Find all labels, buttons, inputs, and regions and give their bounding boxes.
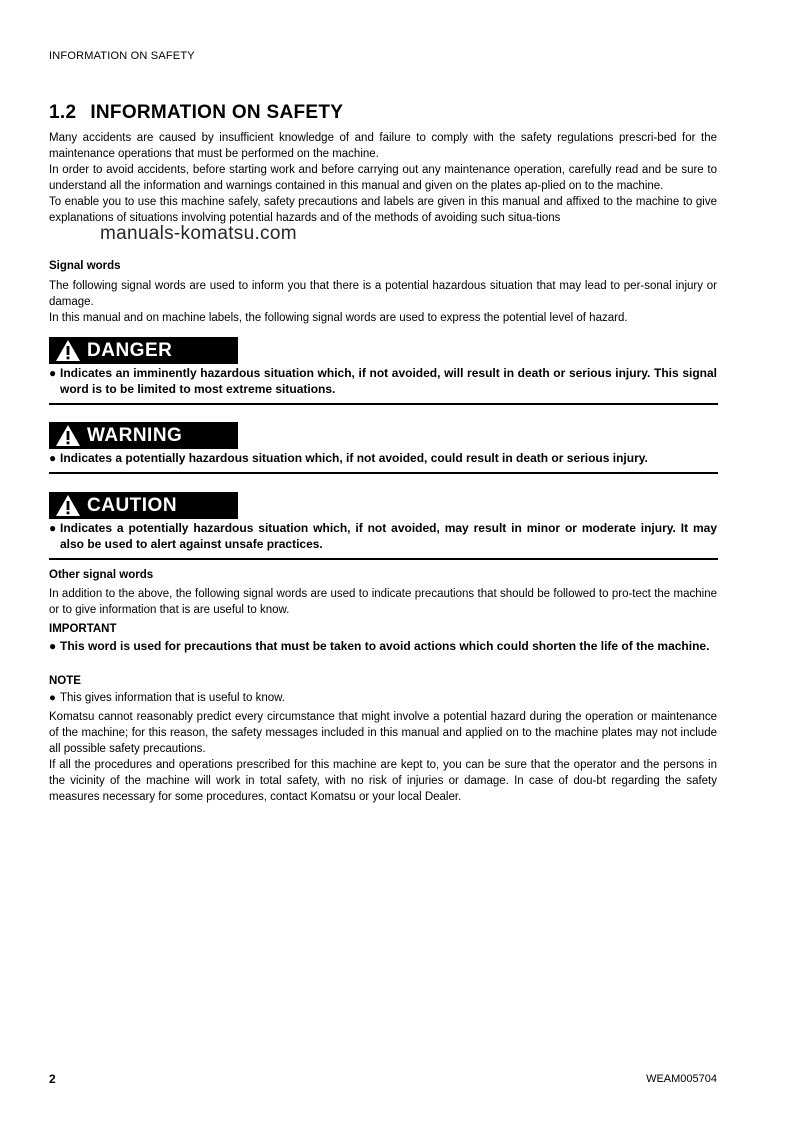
important-heading: IMPORTANT <box>49 623 117 635</box>
caution-label: CAUTION <box>87 494 178 516</box>
signal-words-paragraphs <box>49 278 717 326</box>
intro-paragraph-2: In order to avoid accidents, before starting work and before carrying out any maintenance operation, carefully read and be sure to understand all the information and warnings contained in this manual and given on the plates ap-plied on to the machine. <box>49 164 717 192</box>
signal-words-paragraph-2: In this manual and on machine labels, the following signal words are used to express the potential level of hazard. <box>49 312 628 324</box>
bullet-dot: ● <box>49 692 56 704</box>
important-description <box>49 638 717 654</box>
note-text: This gives information that is useful to know. <box>60 692 285 704</box>
watermark: manuals-komatsu.com <box>100 223 297 244</box>
intro-paragraph-1: Many accidents are caused by insufficient knowledge of and failure to comply with the safety regulations prescri-bed for the maintenance operations that must be performed on the machine. <box>49 132 717 160</box>
section-title <box>49 102 343 124</box>
bullet-dot: ● <box>49 366 57 380</box>
caution-divider <box>49 558 718 560</box>
page-number: 2 <box>49 1072 56 1086</box>
note-description <box>49 690 717 706</box>
other-signal-words-paragraph: In addition to the above, the following signal words are used to indicate precautions that should be followed to pro-tect the machine or to give information that is are useful to know. <box>49 588 717 616</box>
closing-paragraph-2: If all the procedures and operations prescribed for this machine are kept to, you can be sure that the operator and the persons in the vicinity of the machine will work in total safety, with no risk of injuries or damage. In case of dou-bt regarding the safety measures necessary for some procedures, contact Komatsu or your local Dealer. <box>49 759 717 803</box>
danger-label: DANGER <box>87 339 173 361</box>
warning-badge <box>49 422 238 449</box>
bullet-dot: ● <box>49 451 57 465</box>
signal-words-paragraph-1: The following signal words are used to inform you that there is a potential hazardous situation that may lead to per-sonal injury or damage. <box>49 280 717 308</box>
running-header: INFORMATION ON SAFETY <box>49 50 195 62</box>
danger-divider <box>49 403 718 405</box>
warning-text: Indicates a potentially hazardous situation which, if not avoided, could result in death or serious injury. <box>60 451 648 465</box>
warning-triangle-icon <box>53 492 83 519</box>
important-text: This word is used for precautions that must be taken to avoid actions which could shorten the life of the machine. <box>60 639 710 653</box>
section-number: 1.2 <box>49 102 77 123</box>
warning-divider <box>49 472 718 474</box>
note-heading: NOTE <box>49 675 81 687</box>
warning-triangle-icon <box>53 337 83 364</box>
other-signal-words-heading: Other signal words <box>49 569 154 581</box>
intro-paragraphs <box>49 130 717 226</box>
warning-triangle-icon <box>53 422 83 449</box>
bullet-dot: ● <box>49 521 57 535</box>
danger-badge <box>49 337 238 364</box>
danger-description <box>49 365 717 397</box>
warning-label: WARNING <box>87 424 183 446</box>
intro-paragraph-3: To enable you to use this machine safely, safety precautions and labels are given in this manual and affixed to the machine to give explanations of situations involving potential hazards and of the methods of avoiding such situa-tions <box>49 196 717 224</box>
caution-badge <box>49 492 238 519</box>
bullet-dot: ● <box>49 639 57 653</box>
caution-description <box>49 520 717 552</box>
closing-paragraphs <box>49 709 717 805</box>
document-code: WEAM005704 <box>646 1073 717 1085</box>
danger-text: Indicates an imminently hazardous situation which, if not avoided, will result in death or serious injury. This signal word is to be limited to most extreme situations. <box>60 366 717 396</box>
closing-paragraph-1: Komatsu cannot reasonably predict every circumstance that might involve a potential hazard during the operation or maintenance of the machine; for this reason, the safety messages included in this manual and applied on to the machine plates may not include all possible safety precautions. <box>49 711 717 755</box>
caution-text: Indicates a potentially hazardous situation which, if not avoided, may result in minor or moderate injury. It may also be used to alert against unsafe practices. <box>60 521 717 551</box>
signal-words-heading: Signal words <box>49 260 121 272</box>
section-title-text: INFORMATION ON SAFETY <box>90 102 344 123</box>
warning-description <box>49 450 717 466</box>
